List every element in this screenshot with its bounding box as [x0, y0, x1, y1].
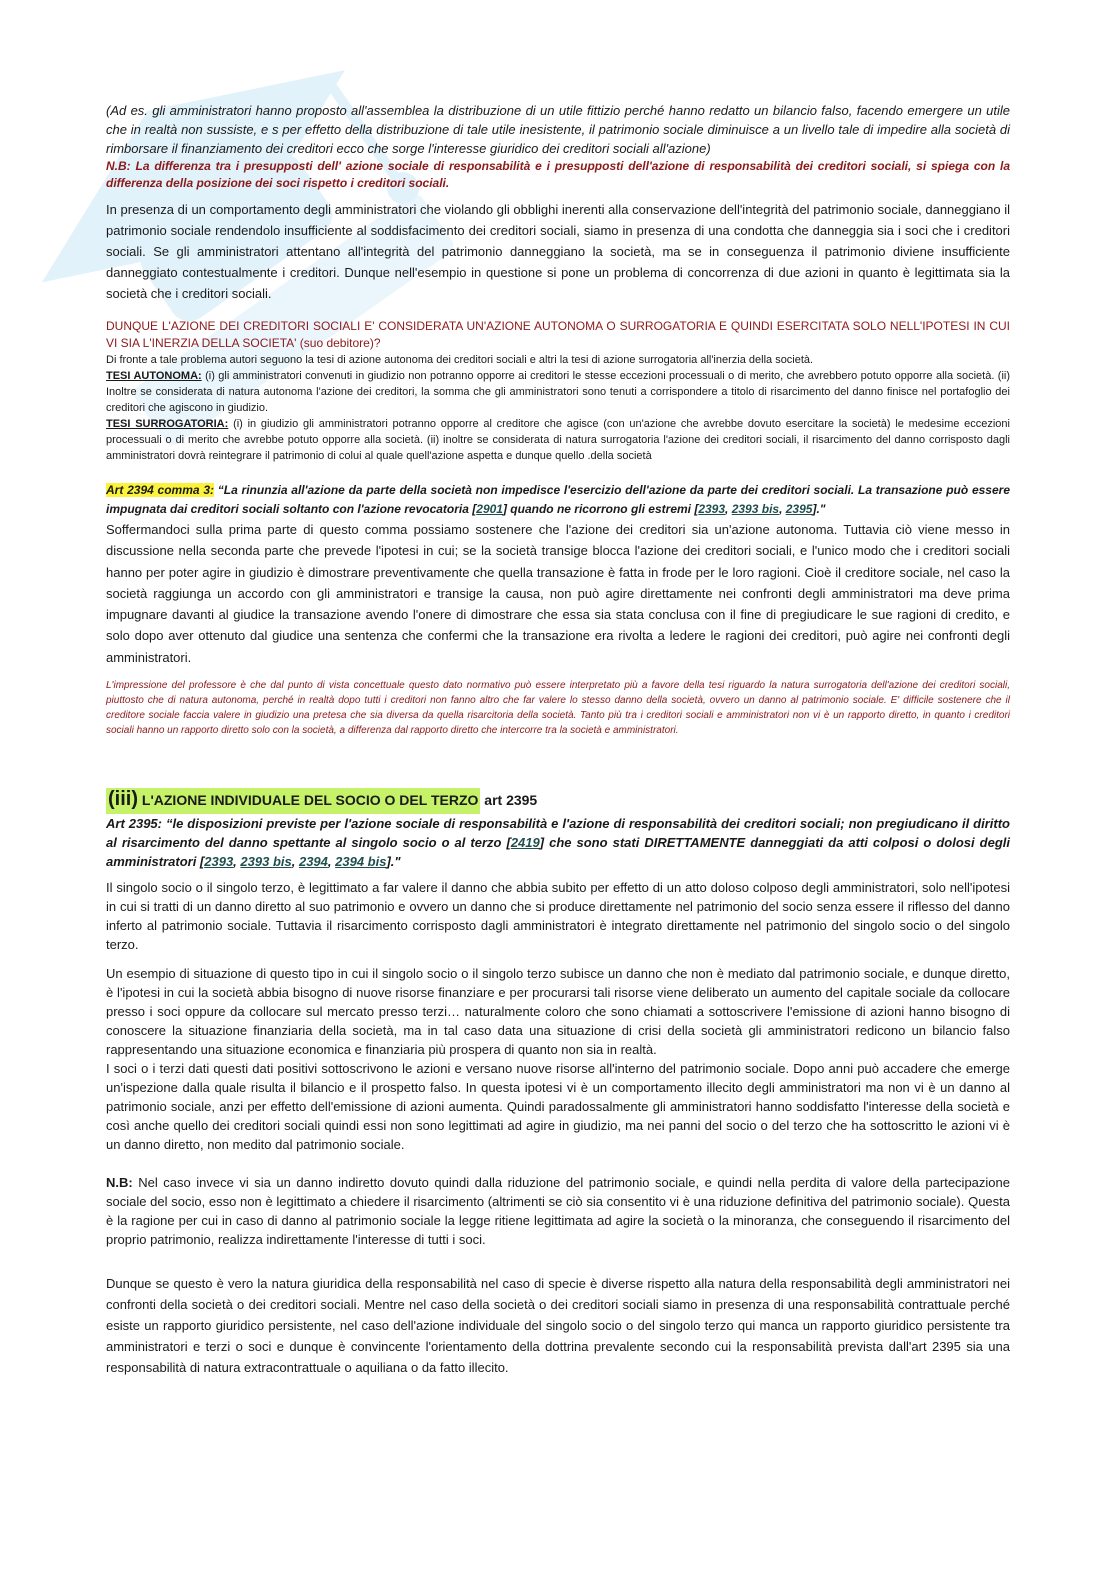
- art2395-quote-end: ].": [386, 854, 401, 870]
- art2394-commentary: Soffermandoci sulla prima parte di questo comma possiamo sostenere che l'azione dei creditori sia un'azione autonoma. Tuttavia ciò viene messo in discussione nella seconda parte che prevede l'ipotesi in cui; se la società transige blocca l'azione dei creditori sociali, e l'unico modo che i creditori sociali hanno per poter agire in giudizio è dimostrare preventivamente che quella transazione è fatta in frode per le loro ragioni. Cioè il creditore sociale, nel caso la società raggiunga un accordo con gli amministratori e transige la causa, non può agire direttamente nei confronti degli amministratori ma deve prima impugnare davanti al giudice la transazione avendo l'onere di dimostrare che essa sia stata conclusa con il fine di pregiudicare le sue ragioni di credito, e solo dopo aver ottenuto dal giudice una sentenza che confermi che la transazione era rivolta a ledere le ragioni dei creditori, può agire nei confronti degli amministratori.: [106, 522, 1010, 665]
- section3-nb-label: N.B:: [106, 1175, 133, 1191]
- document-page: [106, 100, 1010, 1378]
- theses-intro: Di fronte a tale problema autori seguono la tesi di azione autonoma dei creditori sociali e altri la tesi di azione surrogatoria all'inerzia della società.: [106, 354, 814, 366]
- section3-paragraph-2: Un esempio di situazione di questo tipo in cui il singolo socio o il singolo terzo subisce un danno che non è mediato dal patrimonio sociale, e dunque diretto, è l'ipotesi in cui la società abbia bisogno di nuove risorse finanziare e per procurarsi tali risorse viene deliberato un aumento del capitale sociale da collocare presso i soci oppure da collocare sul mercato presso terzi… naturalmente coloro che sono chiamati a sottoscrivere l'emissione di azioni hanno bisogno di conoscere la situazione finanziaria della società, ma in tal caso data una situazione di crisi della società gli amministratori redicono un bilancio falso rappresentando una situazione economica e finanziaria più prospera di quanto non sia in realtà.: [106, 966, 1010, 1058]
- ref-2393-link[interactable]: 2393: [698, 502, 726, 516]
- art2395-quote-part1: “le disposizioni previste per l'azione sociale di responsabilità e l'azione di responsabilità dei creditori sociali; non pregiudicano il diritto al risarcimento del danno spettante al singolo socio o al terzo [: [106, 816, 1010, 851]
- art2395-label: Art 2395:: [106, 816, 162, 832]
- conclusion-paragraph: Dunque se questo è vero la natura giuridica della responsabilità nel caso di specie è diverse rispetto alla natura della responsabilità degli amministratori nei confronti della società o dei creditori sociali. Mentre nel caso della società o dei creditori sociali siamo in presenza di una responsabilità contrattuale perché esiste un rapporto giuridico persistente, nel caso dell'azione individuale del singolo socio o del singolo terzo qui manca un rapporto giuridico persistente tra amministratori e terzi o soci e dunque è convincente l'orientamento della dottrina prevalente secondo cui la responsabilità prevista dall'art 2395 sia una responsabilità di natura extracontrattuale o aquiliana o da fatto illecito.: [106, 1276, 1010, 1376]
- section3-nb-paragraph: [106, 1173, 1010, 1249]
- nb-difference-note: N.B: La differenza tra i presupposti dell' azione sociale di responsabilità e i presupposti dell'azione di responsabilità dei creditori sociali, si spiega con la differenza della posizione dei soci rispetto i creditori sociali.: [106, 159, 1010, 190]
- ref-2395-link[interactable]: 2395: [785, 502, 813, 516]
- ref-2394bis-link[interactable]: 2394 bis: [335, 854, 387, 870]
- question-paragraph: [106, 318, 1010, 352]
- ref-2419-link[interactable]: 2419: [510, 835, 540, 851]
- tesi-autonoma-text: (i) gli amministratori convenuti in giudizio non potranno opporre ai creditori le stesse eccezioni processuali o di merito, che avrebbero potuto opporre alla società. (ii) Inoltre se considerata di natura autonoma l'azione dei creditori, la somma che gli amministratori sono tenuti a corrispondere a titolo di risarcimento del danno finisce nel portafoglio dei creditori che agiscono in giudizio.: [106, 370, 1010, 414]
- section-heading: [106, 788, 1010, 811]
- ref-2393-link-2[interactable]: 2393: [204, 854, 234, 870]
- ref-2393bis-link-2[interactable]: 2393 bis: [240, 854, 292, 870]
- section-title-suffix: art 2395: [484, 792, 538, 809]
- example-paragraph: (Ad es. gli amministratori hanno proposto all'assemblea la distribuzione di un utile fittizio perché hanno redatto un bilancio falso, facendo emergere un utile che in realtà non sussiste, e s per effetto della distribuzione di tale utile inesistente, il patrimonio sociale diminuisce a un livello tale di impedire alla società di rimborsare il finanziamento dei creditori ecco che sorge l'interesse giuridico dei creditori sociali all'azione): [106, 103, 1010, 156]
- art2394-quote-end: ].": [812, 502, 826, 516]
- question-text: DUNQUE L'AZIONE DEI CREDITORI SOCIALI E' CONSIDERATA UN'AZIONE AUTONOMA O SURROGATORIA E QUINDI ESERCITATA SOLO NELL'IPOTESI IN CUI VI SIA L'INERZIA DELLA SOCIETA': [106, 319, 1010, 350]
- section-title-highlight: [106, 788, 480, 814]
- ref-2393bis-link[interactable]: 2393 bis: [731, 502, 780, 516]
- art2395-quote-part2: ] che sono stati DIRETTAMENTE danneggiati da atti colposi o dolosi degli amministratori [: [106, 835, 1010, 870]
- section3-nb-text: Nel caso invece vi sia un danno indiretto dovuto quindi dalla riduzione del patrimonio sociale, e quindi nella perdita di valore della partecipazione sociale del socio, esso non è legittimato a chiedere il risarcimento (altrimenti se ciò sia consentito vi è una riduzione definitiva del patrimonio sociale). Questa è la ragione per cui in caso di danno al patrimonio sociale la legge ritiene legittimata ad agire la società o la minoranza, che conseguendo il risarcimento del proprio patrimonio, realizza indirettamente l'interesse di tutti i soci.: [106, 1175, 1010, 1248]
- art2394-quote: Art 2394 comma 3: “La rinunzia all'azione da parte della società non impedisce l'esercizio dell'azione da parte dei creditori sociali. La transazione può essere impugnata dai creditori sociali soltanto con l'azione revocatoria [2901] quando ne ricorrono gli estremi [2393, 2393 bis, 2395].": [106, 483, 1010, 516]
- tesi-autonoma-label: TESI AUTONOMA:: [106, 370, 202, 382]
- art2395-quote: Art 2395: “le disposizioni previste per l'azione sociale di responsabilità e l'azione di responsabilità dei creditori sociali; non pregiudicano il diritto al risarcimento del danno spettante al singolo socio o al terzo [2419] che sono stati DIRETTAMENTE danneggiati da atti colposi o dolosi degli amministratori [2393, 2393 bis, 2394, 2394 bis].": [106, 816, 1010, 870]
- art2394-quote-part1: “La rinunzia all'azione da parte della società non impedisce l'esercizio dell'azione da parte dei creditori sociali. La transazione può essere impugnata dai creditori sociali soltanto con l'azione revocatoria [: [106, 483, 1010, 516]
- section-title: L'AZIONE INDIVIDUALE DEL SOCIO O DEL TERZO: [141, 792, 479, 809]
- intro-body-paragraph: In presenza di un comportamento degli amministratori che violando gli obblighi inerenti alla conservazione dell'integrità del patrimonio sociale, danneggiano il patrimonio sociale rendendolo insufficiente al soddisfacimento dei creditori sociali, siamo in presenza di una condotta che danneggia sia i soci che i creditori sociali. Se gli amministratori attentano all'integrità del patrimonio danneggiano la società, ma se in conseguenza il patrimonio diviene insufficiente danneggiato contestualmente i creditori. Dunque nell'esempio in questione si pone un problema di concorrenza di due azioni in quanto è legittimata sia la società che i creditori sociali.: [106, 202, 1010, 301]
- ref-2901-link[interactable]: 2901: [476, 502, 503, 516]
- section-numeral: (iii): [108, 788, 138, 811]
- tesi-surrogatoria-label: TESI SURROGATORIA:: [106, 418, 229, 430]
- art2394-label: Art 2394 comma 3:: [106, 483, 214, 497]
- professor-note: L'impressione del professore è che dal punto di vista concettuale questo dato normativo può essere interpretato più a favore della tesi riguardo la natura surrogatoria dell'azione dei creditori sociali, piuttosto che di natura autonoma, perché in realtà dopo tutti i creditori non fanno altro che far valere lo stesso danno della società, ovvero un danno al patrimonio sociale. E' difficile sostenere che il creditore sociale faccia valere in giudizio una pretesa che sia diversa da quella risarcitoria della società. Tanto più tra i creditori sociali e amministratori non vi è un rapporto diretto, in quanto i creditori sociali hanno un rapporto diretto solo con la società, a differenza dal rapporto diretto che intercorre tra la società e amministratori.: [106, 680, 1010, 737]
- art2394-quote-part2: ] quando ne ricorrono gli estremi [: [502, 502, 699, 516]
- section3-paragraph-1: Il singolo socio o il singolo terzo, è legittimato a far valere il danno che abbia subito per effetto di un atto doloso colposo degli amministratori, solo nell'ipotesi in cui si tratti di un danno diretto al suo patrimonio e ovvero un danno che si produce direttamente nel patrimonio del socio senza essere il riflesso del danno inferto al patrimonio sociale. Tuttavia il risarcimento corrisposto dagli amministratori è integrato direttamente nel patrimonio del singolo socio o del singolo terzo.: [106, 880, 1010, 953]
- ref-2394-link[interactable]: 2394: [298, 854, 328, 870]
- tesi-surrogatoria-text: (i) in giudizio gli amministratori potranno opporre al creditore che agisce (con un'azione che avrebbe dovuto esercitare la società) le medesime eccezioni processuali o di merito che avrebbe potuto opporre alla società. (ii) inoltre se considerata di natura surrogatoria l'azione dei creditori sociali, il risarcimento del danno corrisposto dagli amministratori dovrà reintegrare il patrimonio di colui al quale quell'azione aspetta e dunque quello .della società: [106, 418, 1010, 462]
- tesi-autonoma-paragraph: [106, 368, 1010, 416]
- tesi-surrogatoria-paragraph: [106, 416, 1010, 464]
- section3-paragraph-3: I soci o i terzi dati questi dati positivi sottoscrivono le azioni e versano nuove risorse all'interno del patrimonio sociale. Dopo anni può accadere che emerge un'ispezione dalla quale risulta il bilancio e il prospetto falso. In questa ipotesi vi è un comportamento illecito degli amministratori ma non vi è un danno al patrimonio sociale, anzi per effetto dell'emissione di azioni aumenta. Quindi paradossalmente gli amministratori hanno soddisfatto l'interesse della società e così anche quello dei creditori sociali quindi essi non sono legittimati ad agire in giudizio, ma nei panni del socio o del terzo che ha sottoscritto le azioni vi è un danno diretto, non medito dal patrimonio sociale.: [106, 1061, 1010, 1153]
- question-suffix: (suo debitore)?: [299, 336, 381, 350]
